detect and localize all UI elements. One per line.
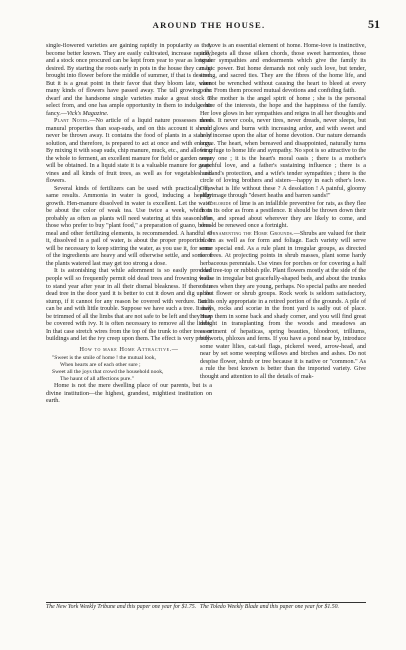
right-column [200,43,366,599]
verse-line: "Sweet is the smile of home ! the mutual look, [52,355,156,362]
page-header [38,17,380,34]
paragraph: It is astonishing that while adornment is so easily provided people will so frequently permit old dead trees and frowning walls to stand year after year in all their dismal bleakness. If there is a dead tree in the door yard it is better to cut it down and dig up the stump, if it cannot for any reason be covered with verdure. But it can be and with little trouble. Suppose we have such a tree. It may be trimmed of all the limbs that are not safe to be left and they may be covered with ivy. It is often necessary to remove all the limbs. In that case stretch wires from the top of the trunk to other trees or buildings and let the ivy creep upon them. The effect is very pretty. [46,268,212,343]
source-citation: Vick's Magazine. [66,110,109,117]
verse-line: Sweet all the joys that crowd the household nook, [52,368,164,375]
paragraph-text: single-flowered varieties are gaining rapidly in popularity as they become better known. They are easily cultivated, increase rapidly, and a stock once procured can be kept from year to year as long as desired. By starting the roots early in pots in the house they can be brought into flower before the middle of summer, if that is desired. But it is a great point in their favor that they bloom late, when many kinds of flowers have passed away. The tall growing, the dwarf and the handsome single varieties make a great stock to select from, and one has ample opportunity in them to indulge his fancy.— [46,43,212,117]
footer-advert: The Toledo Weekly Blade and this paper one year for $1.50. [200,604,340,610]
paragraph-lead: Ornamenting the Home Grounds. [208,230,294,237]
footer-advert: The New York Weekly Tribune and this paper one year for $1.75. [46,604,197,610]
paragraph-lead: Plant Notes. [54,118,90,125]
paragraph-lead: Chloride [208,200,232,207]
paragraph-text: of lime is an infallible preventive for rats, as they flee from its odor as from a pestilence. It should be thrown down their holes, and spread about wherever they are likely to come, and should be renewed once a fortnight. [200,200,366,230]
paragraph-text: —No article of a liquid nature possesses more manural properties than soap-suds, and on this account it should never be thrown away. It contains the food of plants in a state of solution, and therefore, is prepared to act at once and with energy. By mixing it with soap suds, chip manure, muck, etc., and allowing the whole to ferment, an excellent manure for field or garden crops will be obtained. In a liquid state it is a valuable manure for grape vines and all kinds of fruit trees, as well as for vegetables and flowers. [46,118,212,185]
footer-right [200,600,366,611]
paragraph [46,43,212,118]
verse-line: When hearts are of each other sure ; [60,361,141,368]
verse [46,355,212,382]
paragraph [200,201,366,231]
paragraph: The mother is the angel spirit of home ; she is the personal centre of the interests, the hope and the happiness of the family. Her love glows in her sympathies and reigns in all her thoughts and deeds. It never cools, never tires, never dreads, never sleeps, but ever glows and burns with increasing ardor, and with sweet and holy incense upon the altar of home devotion. Our nature demands home. The heart, when bereaved and disappointed, naturally turns for refuge to home life and sympathy. No spot is so attractive to the weary one ; it is the heart's moral oasis ; there is a mother's watchful love, and a father's sustaining influence ; there is a husband's protection, and a wife's tender sympathies ; there is the circle of loving brothers and sisters—happy in each other's love. Oh, what is life without these ? A desolation ! A painful, gloomy pilgrimage through "desert heaths and barren sands!" [200,95,366,200]
running-title: AROUND THE HOUSE. [152,20,266,30]
footer-rule [46,602,212,603]
paragraph: Several kinds of fertilizers can be used with practically the same results. Ammonia in water is good, inducing a healthy growth. Hen-manure dissolved in water is excellent. Let the water be about the color of weak tea. Use twice a week, which is probably as often as plants will need watering at this season. For those who prefer to buy "plant food," a preparation of guano, bone-meal and other fertilizing elements, is recommended. A handful of it, dissolved in a pail of water, is about the proper proportion. It will be necessary to keep stirring the water, as you use it, for some of the ingredients are heavy and will otherwise settle, and some of the plants watered last may get too strong a dose. [46,185,212,267]
paragraph: Love is an essential element of home. Home-love is instinctive, and begets all those silken chords, those sweet harmonies, those tender sympathies and endearments which give the family its magic power. But home demands not only such love, but tender, strong, and sacred ties. They are the fibres of the home life, and cannot be wrenched without causing the heart to bleed at every pore. From them proceed mutual devotions and confiding faith. [200,43,366,95]
paragraph-text: —Shrubs are valued for their bloom as well as for form and foliage. Each variety will serve some special end. As a rule plant in irregular groups, as directed for trees. At projecting points in shrub masses, plant some hardy herbaceous perennials. Use vines for porches or for covering a half dead tree-top or rubbish pile. Plant flowers mostly at the side of the house in irregular but gracefully-shaped beds, and about the trunks of trees when they are young, perhaps. No special paths are needed about flower or shrub groups. Rock work is seldom satisfactory, and is only appropriate in a retired portion of the grounds. A pile of shells, rocks and scoriæ in the front yard is sadly out of place. Heap them in some back and shady corner, and you will find great delight in transplanting from the woods and meadows an assortment of hepaticas, spring beauties, bloodroot, trilliums, bellworts, phloxes and ferns. If you have a pond near by, introduce some water lilies, cat-tail flags, pickerel weed, arrow-head, and near by set some weeping willows and birches and ashes. Do not despise flower, shrub or tree because it is native or "common." As a rule the best known is better than the imported variety. Give thought and attention to all the details of mak- [200,230,366,380]
verse-line: The haunt of all affections pure." [60,375,134,382]
left-column [46,43,212,599]
paragraph [200,231,366,381]
footer-rule [200,602,366,603]
paragraph [46,118,212,186]
footer-left [46,600,212,611]
page-number: 51 [368,17,380,31]
section-heading: How to make Home Attractive.— [79,346,179,353]
paragraph: Home is not the mere dwelling place of our parents, but is a divine institution—the highest, grandest, mightiest institution on earth. [46,383,212,405]
